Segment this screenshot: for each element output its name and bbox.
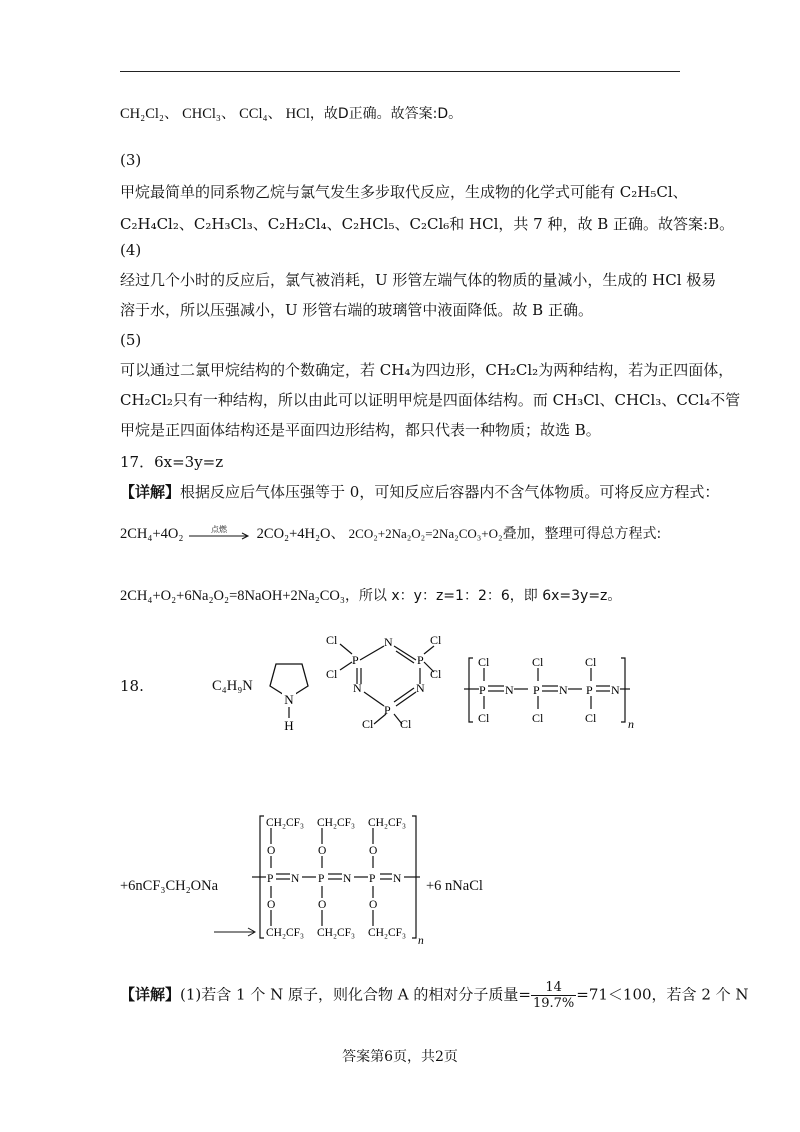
atom-cl: Cl <box>400 717 412 730</box>
arrow-icon <box>189 532 251 540</box>
q3-label: (3) <box>120 151 142 169</box>
atom-o: O <box>369 899 378 911</box>
equation-combustion-right: 2CO₂+4H₂O <box>256 526 331 542</box>
subscript-n: n <box>628 717 634 731</box>
atom-cl: Cl <box>585 711 597 725</box>
atom-cl: Cl <box>430 633 442 647</box>
formula-chcl3: CHCl₃ <box>182 106 221 122</box>
equation-peroxide: 2CO₂+2Na₂O₂=2Na₂CO₃+O₂ <box>348 526 503 541</box>
substituent-ch2cf3: CH₂CF₃ <box>266 817 305 829</box>
q17-equations <box>120 524 661 544</box>
q4-line-2: 溶于水，所以压强减小，U 形管右端的玻璃管中液面降低。故 B 正确。 <box>120 301 593 319</box>
detail-text-pre: (1)若含 1 个 N 原子，则化合物 A 的相对分子质量= <box>180 985 531 1004</box>
detail-text: 根据反应后气体压强等于 0，可知反应后容器内不含气体物质。可将反应方程式： <box>180 483 720 501</box>
q5-label: (5) <box>120 331 142 349</box>
separator: 、 <box>267 106 283 122</box>
atom-p: P <box>417 653 424 667</box>
atom-n: N <box>343 873 352 885</box>
q3-line-1: 甲烷最简单的同系物乙烷与氯气发生多步取代反应，生成物的化学式可能有 C₂H₅Cl、 <box>120 183 688 201</box>
atom-cl: Cl <box>532 711 544 725</box>
q5-line-3: 甲烷是正四面体结构还是平面四边形结构，都只代表一种物质；故选 B。 <box>120 421 601 439</box>
formula-ccl4: CCl₄ <box>239 106 268 122</box>
header-rule <box>120 71 680 72</box>
atom-cl: Cl <box>430 667 442 681</box>
answer-line-d <box>120 104 462 124</box>
atom-n: N <box>416 681 425 695</box>
atom-cl: Cl <box>362 717 374 730</box>
atom-cl: Cl <box>326 667 338 681</box>
substituent-ch2cf3: CH₂CF₃ <box>368 817 407 829</box>
pyrrolidine-structure <box>264 652 324 732</box>
separator: 、 <box>330 526 346 542</box>
atom-o: O <box>318 845 327 857</box>
atom-n: N <box>505 683 514 697</box>
equation-combustion-left: 2CH₄+4O₂ <box>120 526 184 542</box>
equation-tail-text: 叠加，整理可得总方程式: <box>502 526 662 542</box>
q5-line-1: 可以通过二氯甲烷结构的个数确定，若 CH₄为四边形，CH₂Cl₂为两种结构，若为正四面体， <box>120 361 734 379</box>
detail-tag: 【详解】 <box>120 483 181 501</box>
detail-text-post: =71＜100，若含 2 个 N <box>576 985 749 1004</box>
subscript-n: n <box>418 935 424 947</box>
q18-number: 18. <box>120 677 144 695</box>
atom-p: P <box>267 873 274 885</box>
answer-text: ，故D正确。故答案:D。 <box>309 106 463 122</box>
detail-tag: 【详解】 <box>120 985 181 1004</box>
product-text: +6 nNaCl <box>426 878 483 894</box>
reaction-condition: 点燃 <box>211 524 228 534</box>
atom-n: N <box>384 635 393 649</box>
atom-cl: Cl <box>478 655 490 669</box>
atom-n: N <box>393 873 402 885</box>
formula-c4h9n: C₄H₉N <box>212 678 253 694</box>
polydichlorophosphazene-structure <box>462 652 642 732</box>
substituent-ch2cf3: CH₂CF₃ <box>266 927 305 939</box>
atom-p: P <box>352 653 359 667</box>
formula-hcl: HCl <box>285 106 310 122</box>
fraction <box>531 980 576 1011</box>
atom-p: P <box>384 703 391 717</box>
equation-total: 2CH₄+O₂+6Na₂O₂=8NaOH+2Na₂CO₃ <box>120 588 345 604</box>
formula-ch2cl2: CH₂Cl₂ <box>120 106 164 122</box>
q4-label: (4) <box>120 241 142 259</box>
atom-p: P <box>369 873 376 885</box>
atom-p: P <box>318 873 325 885</box>
atom-p: P <box>479 683 486 697</box>
reaction-arrow <box>189 524 251 542</box>
reactant-text: +6nCF₃CH₂ONa <box>120 878 219 894</box>
atom-o: O <box>267 845 276 857</box>
atom-n: N <box>353 681 362 695</box>
conclusion-text: ，所以 x：y：z=1：2：6，即 6x=3y=z。 <box>344 588 622 604</box>
fraction-numerator: 14 <box>531 980 576 996</box>
atom-n: N <box>559 683 568 697</box>
q4-line-1: 经过几个小时的反应后，氯气被消耗，U 形管左端气体的物质的量减小，生成的 HCl 极易 <box>120 271 717 289</box>
atom-n: N <box>611 683 620 697</box>
q5-line-2: CH₂Cl₂只有一种结构，所以由此可以证明甲烷是四面体结构。而 CH₃Cl、CHCl₃、CCl₄不管 <box>120 391 741 409</box>
atom-p: P <box>586 683 593 697</box>
substituent-ch2cf3: CH₂CF₃ <box>317 817 356 829</box>
q17-detail <box>120 482 719 502</box>
q17-title: 17．6x=3y=z <box>120 453 224 471</box>
atom-h: H <box>284 718 294 732</box>
atom-cl: Cl <box>326 633 338 647</box>
atom-cl: Cl <box>478 711 490 725</box>
atom-p: P <box>533 683 540 697</box>
atom-o: O <box>318 899 327 911</box>
atom-n: N <box>291 873 300 885</box>
atom-cl: Cl <box>585 655 597 669</box>
polyphosphazene-trifluoroethoxy-structure <box>250 812 430 948</box>
q18-detail <box>120 980 749 1011</box>
q3-line-2: C₂H₄Cl₂、C₂H₃Cl₃、C₂H₂Cl₄、C₂HCl₅、C₂Cl₆和 HCl，共 7 种，故 B 正确。故答案:B。 <box>120 215 735 233</box>
substituent-ch2cf3: CH₂CF₃ <box>368 927 407 939</box>
atom-o: O <box>369 845 378 857</box>
substituent-ch2cf3: CH₂CF₃ <box>317 927 356 939</box>
separator: 、 <box>163 106 179 122</box>
q17-total <box>120 586 621 606</box>
atom-o: O <box>267 899 276 911</box>
separator: 、 <box>220 106 236 122</box>
page-footer: 答案第6页，共2页 <box>342 1049 458 1065</box>
atom-n: N <box>284 692 294 707</box>
atom-cl: Cl <box>532 655 544 669</box>
cyclophosphazene-structure <box>322 630 462 730</box>
fraction-denominator: 19.7% <box>532 996 575 1011</box>
